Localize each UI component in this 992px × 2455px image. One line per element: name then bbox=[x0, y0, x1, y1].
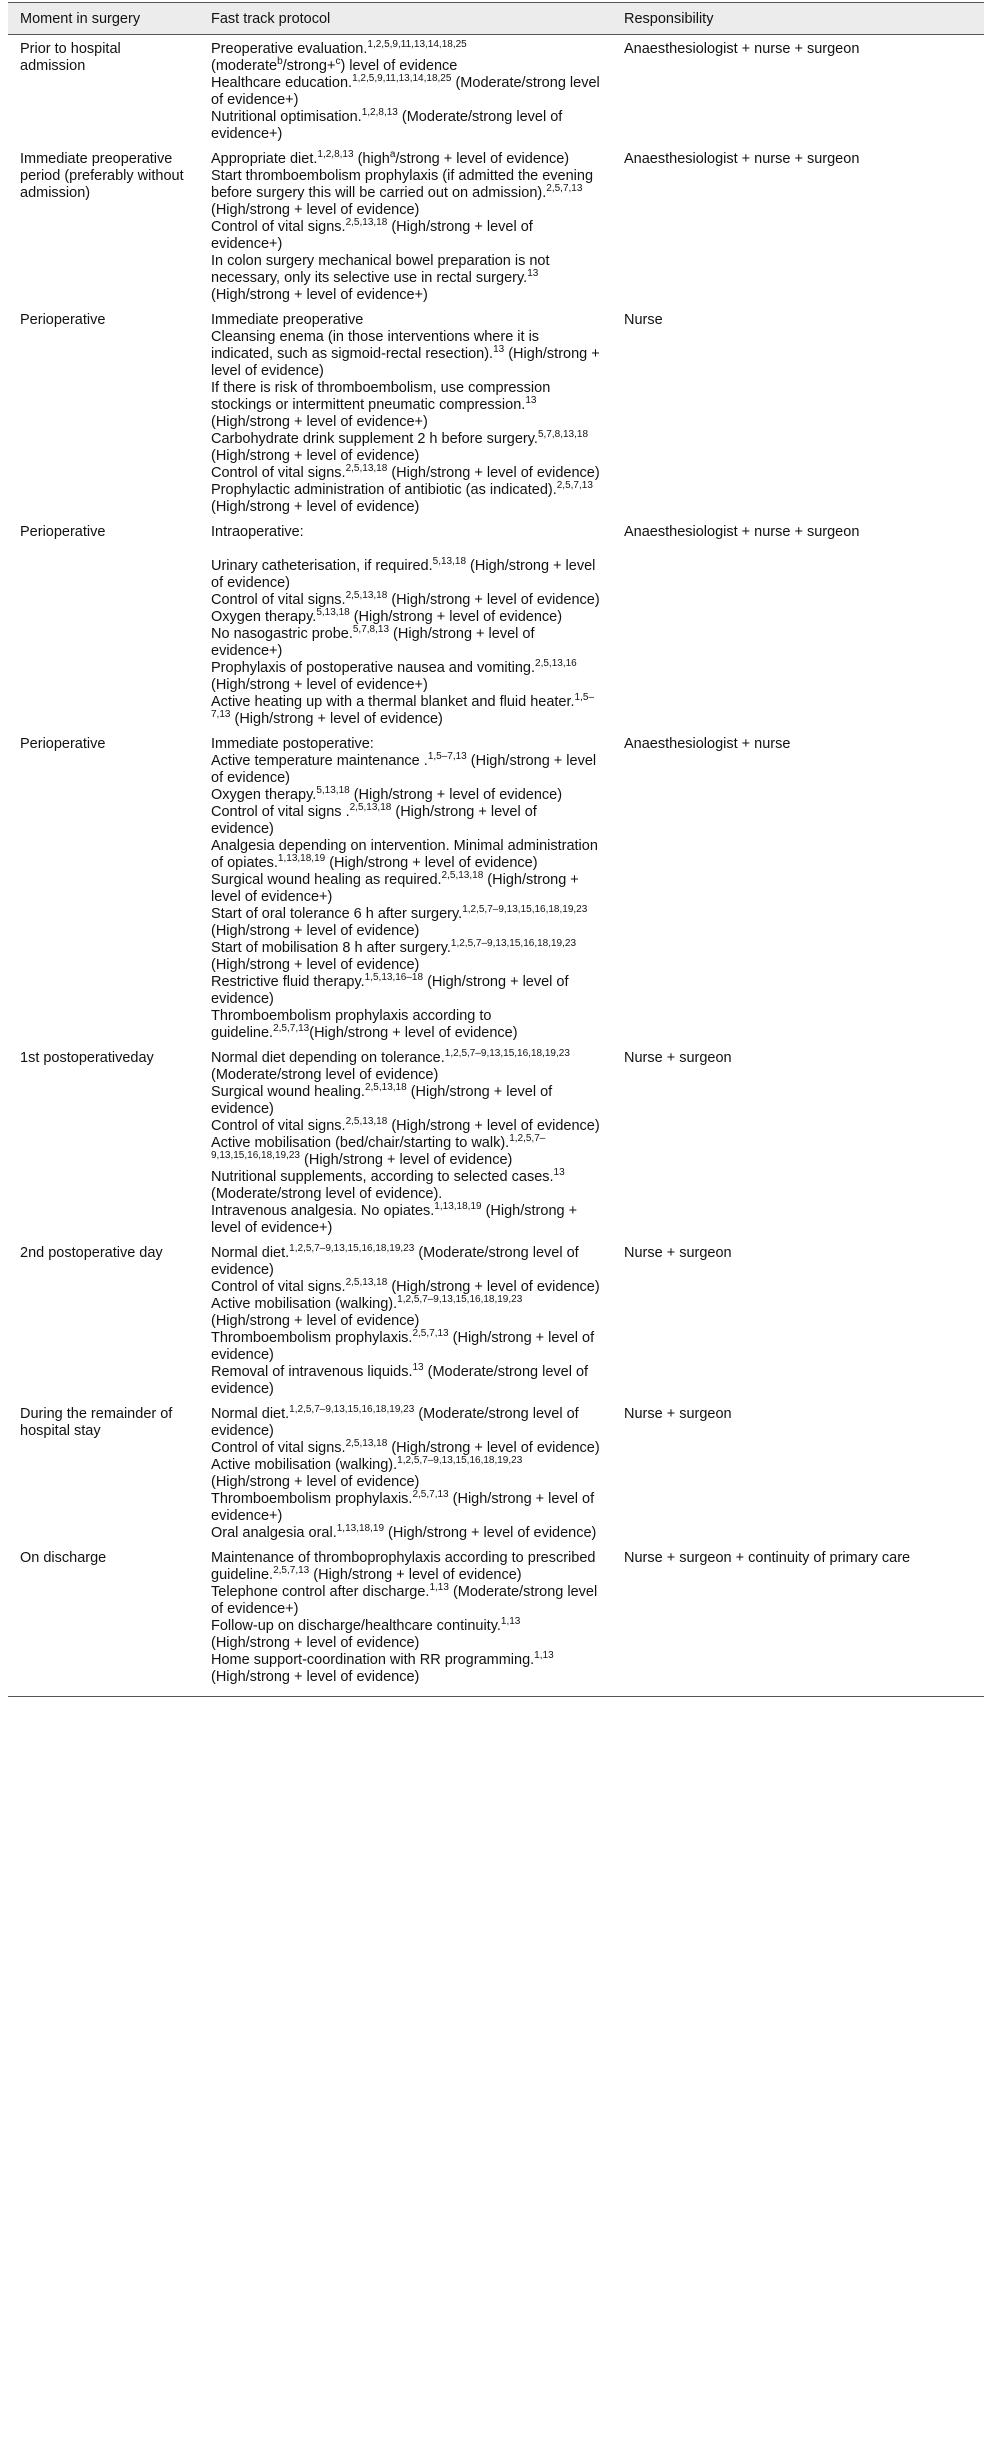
reference-superscript: 1,2,5,7–9,13,15,16,18,19,23 bbox=[462, 904, 588, 916]
reference-superscript: 1,2,5,7–9,13,15,16,18,19,23 bbox=[289, 1243, 415, 1255]
protocol-item-text: (High/strong + level of evidence) bbox=[211, 957, 420, 973]
protocol-item-text: (High/strong + level of evidence) bbox=[349, 787, 563, 803]
protocol-item-text: (Moderate/strong level of evidence+) bbox=[211, 109, 563, 142]
protocol-item bbox=[211, 431, 600, 465]
protocol-item-text: (High/strong + level of evidence+) bbox=[211, 219, 533, 252]
protocol-item-text: Control of vital signs. bbox=[211, 1440, 346, 1456]
protocol-item bbox=[211, 75, 600, 109]
protocol-item-text: Start of mobilisation 8 h after surgery. bbox=[211, 940, 451, 956]
protocol-item-text: Control of vital signs . bbox=[211, 804, 350, 820]
protocol-item-text: (High/strong + level of evidence) bbox=[230, 711, 443, 727]
protocol-item-text: (High/strong + level of evidence) bbox=[211, 804, 537, 837]
protocol-item bbox=[211, 1457, 600, 1491]
reference-superscript: 5,7,8,13,18 bbox=[537, 429, 589, 441]
responsibility-cell: Nurse bbox=[624, 312, 663, 328]
reference-superscript: 2,5,13,16 bbox=[535, 658, 577, 670]
protocol-item-text: (High/strong + level of evidence) bbox=[325, 855, 538, 871]
protocol-item-text: Active mobilisation (bed/chair/starting to walk). bbox=[211, 1135, 510, 1151]
reference-superscript: 2,5,13,18 bbox=[345, 590, 388, 602]
protocol-item-text: Removal of intravenous liquids. bbox=[211, 1364, 413, 1380]
header-moment: Moment in surgery bbox=[8, 3, 199, 35]
reference-superscript: 2,5,7,13 bbox=[412, 1489, 449, 1501]
protocol-cell bbox=[199, 145, 612, 306]
protocol-item bbox=[211, 592, 600, 609]
protocol-item bbox=[211, 838, 600, 872]
protocol-item-text: Carbohydrate drink supplement 2 h before surgery. bbox=[211, 431, 538, 447]
protocol-cell bbox=[199, 1400, 612, 1544]
protocol-item-text: Home support-coordination with RR programming. bbox=[211, 1652, 535, 1668]
protocol-item-text: (High/strong + level of evidence) bbox=[387, 1279, 600, 1295]
protocol-item-text: (High/strong + level of evidence) bbox=[211, 1084, 553, 1117]
protocol-item-text: Active mobilisation (walking). bbox=[211, 1457, 398, 1473]
protocol-item-text: (High/strong + level of evidence) bbox=[211, 753, 597, 786]
protocol-item-text: ) level of evidence bbox=[340, 58, 458, 74]
header-protocol: Fast track protocol bbox=[199, 3, 612, 35]
protocol-item bbox=[211, 1584, 600, 1618]
reference-superscript: 2,5,13,18 bbox=[349, 802, 392, 814]
protocol-item bbox=[211, 1652, 600, 1686]
protocol-item-text: (High/strong + level of evidence) bbox=[211, 346, 600, 379]
protocol-item-text: (High/strong + level of evidence) bbox=[211, 1313, 420, 1329]
protocol-item-text: If there is risk of thromboembolism, use compression stockings or intermittent pneumatic compression. bbox=[211, 380, 551, 413]
protocol-item bbox=[211, 253, 600, 304]
reference-superscript: 1,13 bbox=[534, 1650, 554, 1662]
table-row bbox=[8, 1400, 984, 1544]
protocol-item bbox=[211, 312, 600, 329]
protocol-item bbox=[211, 380, 600, 431]
protocol-item-text: Thromboembolism prophylaxis according to guideline. bbox=[211, 1008, 492, 1041]
table-header-row bbox=[8, 3, 984, 35]
reference-superscript: 1,2,5,9,11,13,14,18,25 bbox=[367, 39, 467, 51]
protocol-item-text: /strong+ bbox=[282, 58, 336, 74]
protocol-item-text: (High/strong + level of evidence+) bbox=[211, 414, 428, 430]
reference-superscript: 2,5,7,13 bbox=[273, 1565, 310, 1577]
protocol-item bbox=[211, 626, 600, 660]
header-responsibility: Responsibility bbox=[612, 3, 984, 35]
protocol-item-text: /strong + level of evidence) bbox=[395, 151, 570, 167]
responsibility-cell: Anaesthesiologist + nurse + surgeon bbox=[624, 524, 860, 540]
reference-superscript: 2,5,13,18 bbox=[441, 870, 484, 882]
protocol-item bbox=[211, 1364, 600, 1398]
protocol-item-text: (High/strong + level of evidence+) bbox=[211, 677, 428, 693]
protocol-item-text: Cleansing enema (in those interventions where it is indicated, such as sigmoid-rectal resection). bbox=[211, 329, 540, 362]
moment-cell: Immediate preoperative period (preferably without admission) bbox=[20, 151, 184, 201]
protocol-item bbox=[211, 1169, 600, 1203]
reference-superscript: 13 bbox=[527, 268, 539, 280]
protocol-item bbox=[211, 906, 600, 940]
reference-superscript: 1,13 bbox=[500, 1616, 521, 1628]
protocol-item-text: Prophylactic administration of antibiotic (as indicated). bbox=[211, 482, 557, 498]
protocol-item-text: Normal diet. bbox=[211, 1245, 290, 1261]
reference-superscript: 1,2,5,7–9,13,15,16,18,19,23 bbox=[289, 1404, 415, 1416]
protocol-item-text: (High/strong + level of evidence) bbox=[387, 1118, 600, 1134]
protocol-item-text: Start of oral tolerance 6 h after surgery. bbox=[211, 906, 463, 922]
protocol-item-text: Preoperative evaluation. bbox=[211, 41, 368, 57]
reference-superscript: 1,13,18,19 bbox=[277, 853, 326, 865]
protocol-item-text: (High/strong + level of evidence) bbox=[387, 465, 600, 481]
protocol-item-text: Normal diet. bbox=[211, 1406, 290, 1422]
protocol-item-text: Nutritional optimisation. bbox=[211, 109, 362, 125]
protocol-item bbox=[211, 109, 600, 143]
protocol-item-text: Follow-up on discharge/healthcare continuity. bbox=[211, 1618, 501, 1634]
protocol-item-text: (Moderate/strong level of evidence+) bbox=[211, 75, 600, 108]
protocol-item-text: Control of vital signs. bbox=[211, 1118, 346, 1134]
reference-superscript: 2,5,13,18 bbox=[345, 1277, 388, 1289]
protocol-item bbox=[211, 558, 600, 592]
protocol-item-text: (High/strong + level of evidence+) bbox=[211, 1203, 578, 1236]
reference-superscript: 2,5,13,18 bbox=[345, 1116, 388, 1128]
reference-superscript: 2,5,13,18 bbox=[345, 217, 388, 229]
reference-superscript: 2,5,13,18 bbox=[345, 1438, 388, 1450]
protocol-cell bbox=[199, 1239, 612, 1400]
protocol-item-text: (High/strong + level of evidence) bbox=[387, 592, 600, 608]
protocol-item bbox=[211, 872, 600, 906]
protocol-item bbox=[211, 168, 600, 219]
protocol-item-text: Control of vital signs. bbox=[211, 219, 346, 235]
reference-superscript: 1,2,5,7–9,13,15,16,18,19,23 bbox=[397, 1455, 523, 1467]
protocol-item-text: Thromboembolism prophylaxis. bbox=[211, 1330, 413, 1346]
protocol-item bbox=[211, 1245, 600, 1279]
protocol-item-text: (High/strong + level of evidence) bbox=[211, 202, 420, 218]
table-row bbox=[8, 1544, 984, 1697]
protocol-item-text: (Moderate/strong level of evidence) bbox=[211, 1067, 439, 1083]
moment-cell: Perioperative bbox=[20, 736, 106, 752]
responsibility-cell: Nurse + surgeon bbox=[624, 1245, 732, 1261]
protocol-item bbox=[211, 1330, 600, 1364]
protocol-item bbox=[211, 1550, 600, 1584]
protocol-item-text: (High/strong + level of evidence) bbox=[299, 1152, 513, 1168]
table-row bbox=[8, 145, 984, 306]
protocol-item-text: Telephone control after discharge. bbox=[211, 1584, 430, 1600]
protocol-item-text: Surgical wound healing as required. bbox=[211, 872, 442, 888]
protocol-item-text: Control of vital signs. bbox=[211, 465, 346, 481]
protocol-item bbox=[211, 329, 600, 380]
protocol-item-text: (High/strong + level of evidence) bbox=[211, 1635, 420, 1651]
reference-superscript: 13 bbox=[412, 1362, 424, 1374]
protocol-item-text: (High/strong + level of evidence) bbox=[211, 448, 420, 464]
fast-track-protocol-table bbox=[8, 2, 984, 1697]
protocol-item-text: (Moderate/strong level of evidence). bbox=[211, 1186, 443, 1202]
protocol-item-text: (High/strong + level of evidence+) bbox=[211, 287, 428, 303]
reference-superscript: 1,5–7,13 bbox=[211, 692, 595, 721]
protocol-item-text: Urinary catheterisation, if required. bbox=[211, 558, 433, 574]
protocol-item-text: Oral analgesia oral. bbox=[211, 1525, 337, 1541]
protocol-item-text: Nutritional supplements, according to selected cases. bbox=[211, 1169, 554, 1185]
protocol-item-text: (High/strong + level of evidence) bbox=[211, 923, 420, 939]
reference-superscript: 1,5,13,16–18 bbox=[364, 972, 424, 984]
moment-cell: 1st postoperativeday bbox=[20, 1050, 154, 1066]
protocol-item-text: Surgical wound healing. bbox=[211, 1084, 365, 1100]
protocol-item bbox=[211, 609, 600, 626]
protocol-item bbox=[211, 1525, 600, 1542]
protocol-item-text: Prophylaxis of postoperative nausea and vomiting. bbox=[211, 660, 536, 676]
table-row bbox=[8, 518, 984, 730]
reference-superscript: 5,7,8,13 bbox=[352, 624, 390, 636]
protocol-item bbox=[211, 482, 600, 516]
reference-superscript: 5,13,18 bbox=[316, 785, 350, 797]
table-row bbox=[8, 730, 984, 1044]
protocol-item-text: (Moderate/strong level of evidence) bbox=[211, 1406, 579, 1439]
reference-superscript: 1,2,5,7–9,13,15,16,18,19,23 bbox=[397, 1294, 523, 1306]
responsibility-cell: Anaesthesiologist + nurse bbox=[624, 736, 791, 752]
protocol-item-text: (Moderate/strong level of evidence) bbox=[211, 1364, 589, 1397]
protocol-item-text: Control of vital signs. bbox=[211, 592, 346, 608]
reference-superscript: 1,13,18,19 bbox=[336, 1523, 385, 1535]
protocol-item-text: (High/strong + level of evidence) bbox=[384, 1525, 597, 1541]
protocol-item-text: Intravenous analgesia. No opiates. bbox=[211, 1203, 435, 1219]
reference-superscript: 2,5,7,13 bbox=[273, 1023, 310, 1035]
protocol-item bbox=[211, 787, 600, 804]
reference-superscript: b bbox=[277, 56, 283, 68]
reference-superscript: 13 bbox=[553, 1167, 565, 1179]
table-row bbox=[8, 1044, 984, 1239]
protocol-item-text: Active temperature maintenance . bbox=[211, 753, 428, 769]
protocol-item-text: Thromboembolism prophylaxis. bbox=[211, 1491, 413, 1507]
protocol-cell bbox=[199, 1044, 612, 1239]
protocol-item bbox=[211, 1203, 600, 1237]
protocol-item-text: Active mobilisation (walking). bbox=[211, 1296, 398, 1312]
protocol-item bbox=[211, 1296, 600, 1330]
protocol-item-text: (High/strong + level of evidence) bbox=[309, 1567, 522, 1583]
protocol-item-text: Restrictive fluid therapy. bbox=[211, 974, 365, 990]
protocol-item-text: (High/strong + level of evidence) bbox=[387, 1440, 600, 1456]
protocol-item bbox=[211, 219, 600, 253]
protocol-item bbox=[211, 524, 600, 541]
protocol-item bbox=[211, 804, 600, 838]
protocol-item bbox=[211, 753, 600, 787]
protocol-item bbox=[211, 1618, 600, 1652]
protocol-item-text: Appropriate diet. bbox=[211, 151, 318, 167]
protocol-item-text: (high bbox=[353, 151, 390, 167]
protocol-item-text: No nasogastric probe. bbox=[211, 626, 353, 642]
protocol-item-text: (Moderate/strong level of evidence+) bbox=[211, 1584, 598, 1617]
reference-superscript: 13 bbox=[525, 395, 537, 407]
protocol-item-text: Immediate preoperative bbox=[211, 312, 364, 328]
protocol-item bbox=[211, 694, 600, 728]
protocol-item-text: (High/strong + level of evidence+) bbox=[211, 872, 579, 905]
protocol-item bbox=[211, 1406, 600, 1440]
protocol-item-text: (High/strong + level of evidence) bbox=[211, 1669, 420, 1685]
reference-superscript: 1,13 bbox=[429, 1582, 449, 1594]
moment-cell: On discharge bbox=[8, 1544, 199, 1697]
responsibility-cell: Nurse + surgeon bbox=[624, 1050, 732, 1066]
reference-superscript: 2,5,7,13 bbox=[412, 1328, 449, 1340]
protocol-item-text: Intraoperative: bbox=[211, 524, 304, 540]
reference-superscript: 5,13,18 bbox=[432, 556, 467, 568]
protocol-item-text: Immediate postoperative: bbox=[211, 736, 374, 752]
protocol-item-text: In colon surgery mechanical bowel preparation is not necessary, only its selective use in rectal surgery. bbox=[211, 253, 550, 286]
reference-superscript: 5,13,18 bbox=[316, 607, 350, 619]
moment-cell: Perioperative bbox=[20, 524, 106, 540]
protocol-item-text: Active heating up with a thermal blanket and fluid heater. bbox=[211, 694, 575, 710]
protocol-item-text: Analgesia depending on intervention. Minimal administration of opiates. bbox=[211, 838, 598, 871]
protocol-item-text: Normal diet depending on tolerance. bbox=[211, 1050, 445, 1066]
protocol-item-text: Healthcare education. bbox=[211, 75, 353, 91]
protocol-item bbox=[211, 1135, 600, 1169]
protocol-cell bbox=[199, 1544, 612, 1697]
table-row bbox=[8, 1239, 984, 1400]
reference-superscript: 1,2,8,13 bbox=[361, 107, 398, 119]
protocol-item-text: Start thromboembolism prophylaxis (if admitted the evening before surgery this will be carried out on admission). bbox=[211, 168, 594, 201]
protocol-item-text: (High/strong + level of evidence) bbox=[309, 1025, 518, 1041]
responsibility-cell: Anaesthesiologist + nurse + surgeon bbox=[624, 41, 860, 57]
protocol-item-text: (High/strong + level of evidence) bbox=[211, 974, 569, 1007]
responsibility-cell: Nurse + surgeon bbox=[624, 1406, 732, 1422]
protocol-item bbox=[211, 151, 600, 168]
protocol-cell bbox=[199, 306, 612, 518]
moment-cell: Prior to hospital admission bbox=[20, 41, 121, 74]
reference-superscript: 1,2,5,9,11,13,14,18,25 bbox=[352, 73, 452, 85]
protocol-item bbox=[211, 940, 600, 974]
reference-superscript: 13 bbox=[493, 344, 505, 356]
protocol-item-text: (Moderate/strong level of evidence) bbox=[211, 1245, 579, 1278]
reference-superscript: a bbox=[389, 149, 396, 161]
protocol-cell bbox=[199, 518, 612, 730]
protocol-item bbox=[211, 1084, 600, 1118]
reference-superscript: 2,5,7,13 bbox=[546, 183, 583, 195]
protocol-item bbox=[211, 736, 600, 753]
responsibility-cell: Nurse + surgeon + continuity of primary care bbox=[612, 1544, 984, 1697]
protocol-item bbox=[211, 1491, 600, 1525]
protocol-cell bbox=[199, 35, 612, 146]
protocol-item bbox=[211, 1050, 600, 1084]
protocol-item-text: Oxygen therapy. bbox=[211, 787, 317, 803]
reference-superscript: 1,2,5,7–9,13,15,16,18,19,23 bbox=[450, 938, 577, 950]
reference-superscript: 2,5,13,18 bbox=[364, 1082, 407, 1094]
protocol-item-text: (High/strong + level of evidence) bbox=[211, 1474, 420, 1490]
protocol-item-text: (High/strong + level of evidence) bbox=[211, 1330, 595, 1363]
protocol-item-text: Maintenance of thromboprophylaxis according to prescribed guideline. bbox=[211, 1550, 596, 1583]
protocol-item-text: Oxygen therapy. bbox=[211, 609, 317, 625]
table-body bbox=[8, 35, 984, 1697]
reference-superscript: 1,13,18,19 bbox=[434, 1201, 482, 1213]
reference-superscript: 1,5–7,13 bbox=[427, 751, 467, 763]
protocol-item bbox=[211, 1008, 600, 1042]
protocol-item bbox=[211, 974, 600, 1008]
reference-superscript: c bbox=[335, 56, 341, 68]
moment-cell: During the remainder of hospital stay bbox=[20, 1406, 173, 1439]
protocol-item-text: (High/strong + level of evidence+) bbox=[211, 1491, 595, 1524]
protocol-item bbox=[211, 41, 600, 75]
protocol-item bbox=[211, 465, 600, 482]
table-row bbox=[8, 306, 984, 518]
reference-superscript: 2,5,7,13 bbox=[556, 480, 593, 492]
protocol-item-text: (High/strong + level of evidence+) bbox=[211, 626, 535, 659]
reference-superscript: 1,2,5,7–9,13,15,16,18,19,23 bbox=[444, 1048, 570, 1060]
reference-superscript: 2,5,13,18 bbox=[345, 463, 388, 475]
reference-superscript: 1,2,8,13 bbox=[317, 149, 354, 161]
reference-superscript: 1,2,5,7–9,13,15,16,18,19,23 bbox=[211, 1133, 546, 1162]
protocol-item-text: (High/strong + level of evidence) bbox=[211, 558, 596, 591]
moment-cell: Perioperative bbox=[20, 312, 106, 328]
protocol-item-text: Control of vital signs. bbox=[211, 1279, 346, 1295]
protocol-item bbox=[211, 660, 600, 694]
moment-cell: 2nd postoperative day bbox=[20, 1245, 163, 1261]
protocol-item-text: (High/strong + level of evidence) bbox=[349, 609, 563, 625]
protocol-item-text: (moderate bbox=[211, 58, 278, 74]
protocol-cell bbox=[199, 730, 612, 1044]
protocol-item-text: (High/strong + level of evidence) bbox=[211, 499, 420, 515]
responsibility-cell: Anaesthesiologist + nurse + surgeon bbox=[624, 151, 860, 167]
table-row bbox=[8, 35, 984, 146]
